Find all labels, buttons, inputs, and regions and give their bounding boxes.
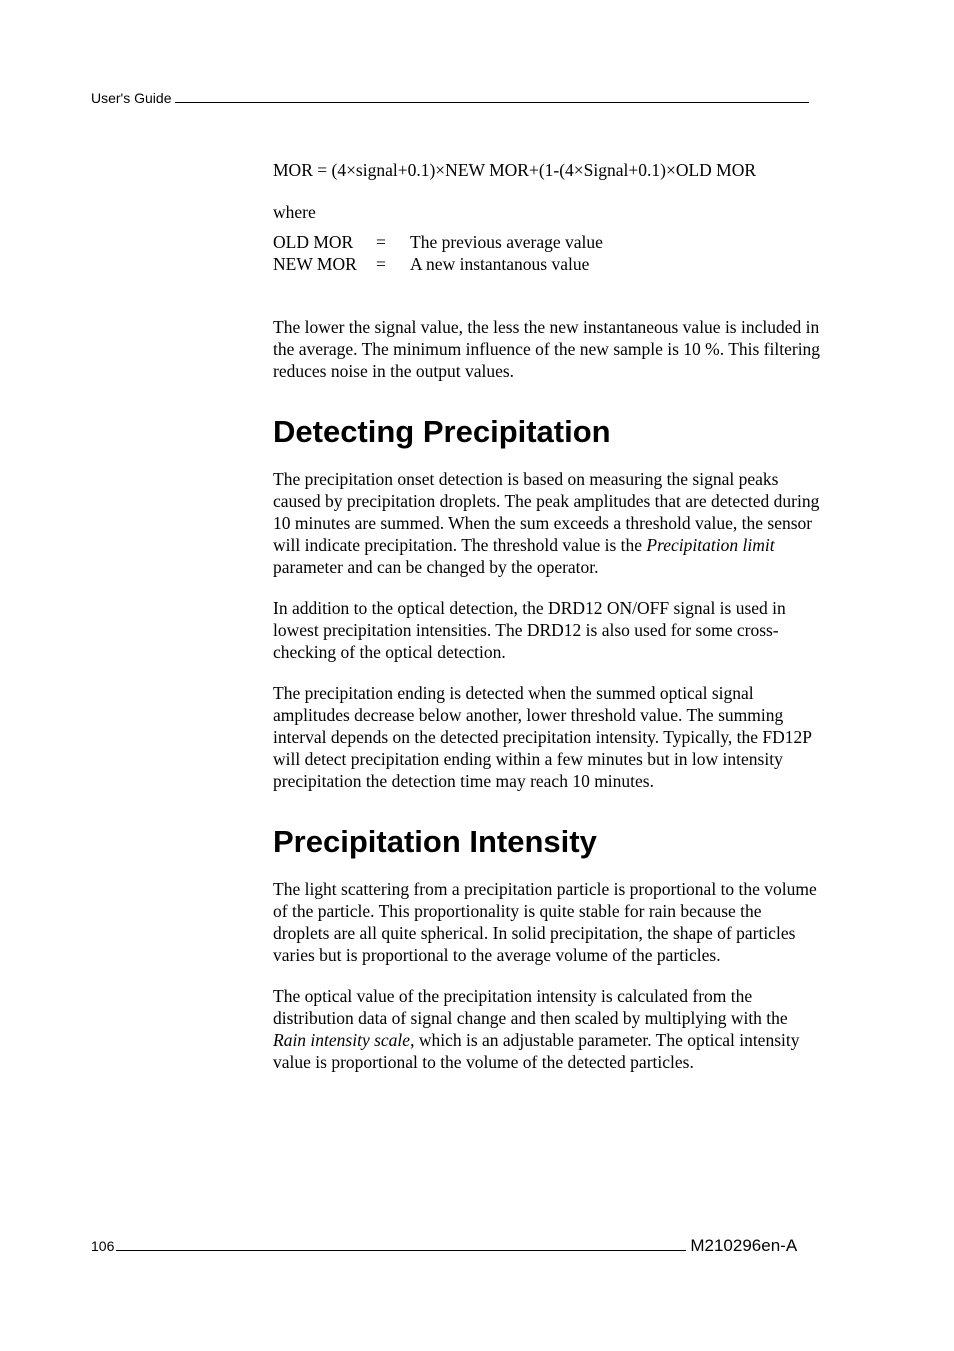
where-label: where: [273, 202, 316, 222]
text-run: The optical value of the precipitation intensity is calculated from the distribution data of signal change and then scaled by multiplying with the: [273, 986, 788, 1028]
section-heading-precipitation-intensity: Precipitation Intensity: [273, 824, 597, 859]
parameter-name-rain-intensity-scale: Rain intensity scale: [273, 1030, 411, 1050]
definition-row: [273, 253, 603, 275]
intensity-paragraph-2: [273, 985, 821, 1073]
definition-description: The previous average value: [410, 232, 603, 252]
page-header: [91, 90, 817, 106]
definition-term: NEW MOR: [273, 254, 357, 274]
detecting-paragraph-1: [273, 468, 821, 578]
text-run: The precipitation onset detection is based on measuring the signal peaks caused by precipitation droplets. The peak amplitudes that are detected during 10 minutes are summed. When the sum exceeds a threshold value, the sensor will indicate precipitation. The threshold value is the: [273, 469, 820, 555]
intensity-paragraph-1: The light scattering from a precipitation particle is proportional to the volume of the particle. This proportionality is quite stable for rain because the droplets are all quite spherical. In solid precipitation, the shape of particles varies but is proportional to the average volume of the particles.: [273, 879, 817, 965]
detecting-paragraph-2: In addition to the optical detection, the DRD12 ON/OFF signal is used in lowest precipitation intensities. The DRD12 is also used for some cross-checking of the optical detection.: [273, 598, 786, 662]
definition-row: [273, 231, 603, 253]
page-content: [273, 159, 821, 1092]
definition-term: OLD MOR: [273, 232, 354, 252]
section-heading-detecting-precipitation: Detecting Precipitation: [273, 414, 611, 449]
mor-formula: MOR = (4×signal+0.1)×NEW MOR+(1-(4×Signal+0.1)×OLD MOR: [273, 160, 757, 180]
footer-rule: [116, 1236, 686, 1251]
definition-table: [273, 231, 603, 275]
document-id: M210296en-A: [690, 1236, 798, 1255]
definition-description: A new instantanous value: [410, 254, 590, 274]
parameter-name-precipitation-limit: Precipitation limit: [646, 535, 775, 555]
definition-equals: =: [376, 254, 386, 274]
detecting-paragraph-3: The precipitation ending is detected when the summed optical signal amplitudes decrease below another, lower threshold value. The summing interval depends on the detected precipitation intensity. Typically, the FD12P will detect precipitation ending within a few minutes but in low intensity precipitation the detection time may reach 10 minutes.: [273, 683, 812, 791]
header-rule: [175, 92, 809, 103]
text-run: parameter and can be changed by the operator.: [273, 557, 599, 577]
page-footer: [91, 1236, 821, 1256]
text-run: , which is an adjustable parameter. The optical intensity value is proportional to the volume of the detected particles.: [273, 1030, 800, 1072]
intro-paragraph: The lower the signal value, the less the new instantaneous value is included in the average. The minimum influence of the new sample is 10 %. This filtering reduces noise in the output values.: [273, 317, 821, 381]
header-title: User's Guide: [91, 90, 172, 106]
page-number: 106: [91, 1238, 115, 1254]
definition-equals: =: [376, 232, 386, 252]
